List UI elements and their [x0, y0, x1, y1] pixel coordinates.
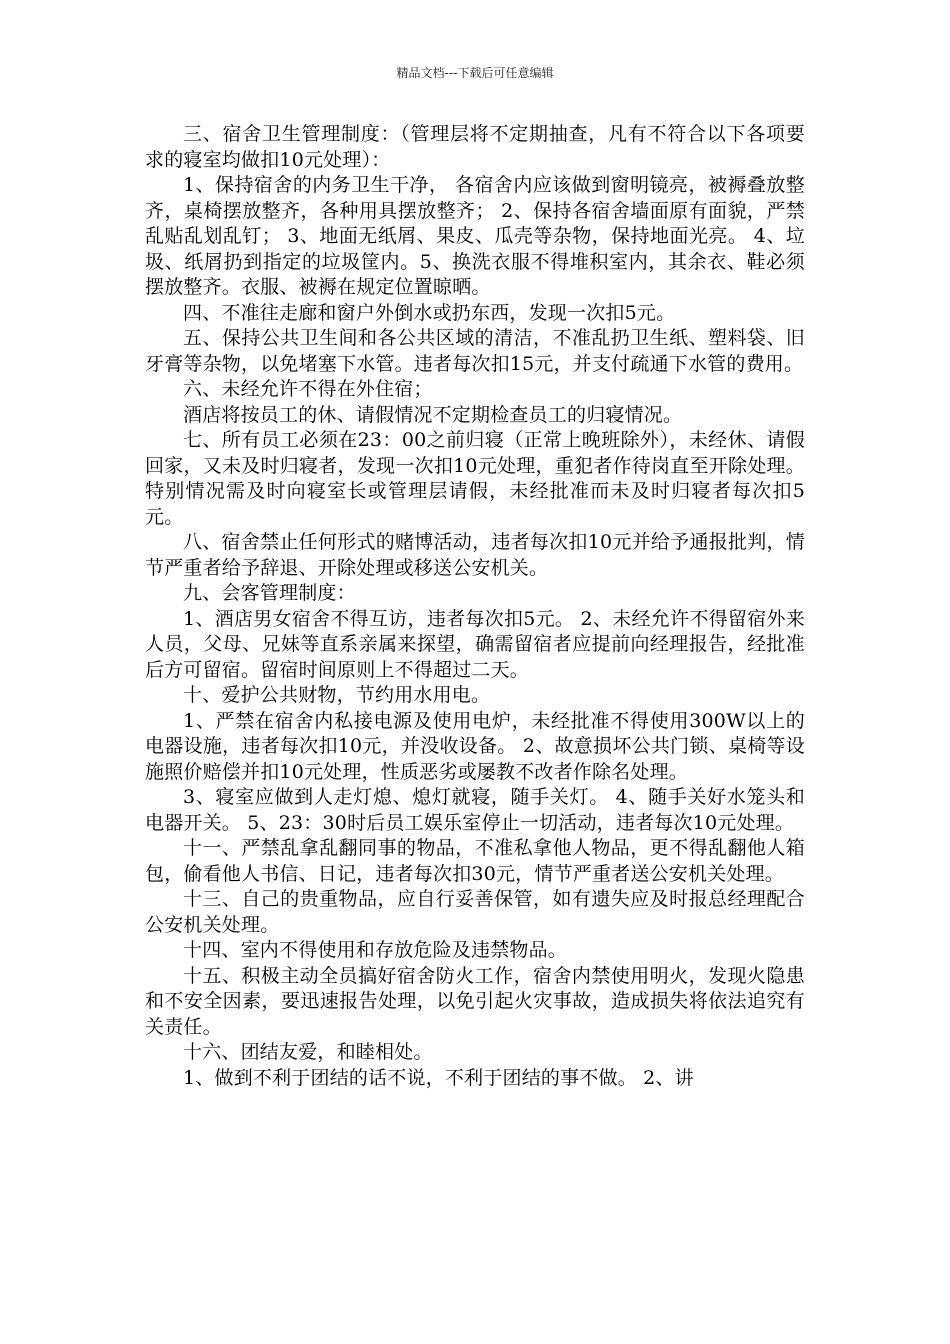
document-body [145, 122, 805, 1091]
paragraph-section-3-items: 1、保持宿舍的内务卫生干净， 各宿舍内应该做到窗明镜亮，被褥叠放整齐，桌椅摆放整齐，各种用具摆放整齐； 2、保持各宿舍墙面原有面貌，严禁乱贴乱划乱钉； 3、地面无纸屑、果皮、瓜壳等杂物，保持地面光亮。 4、垃圾、纸屑扔到指定的垃圾筐内。5、换洗衣服不得堆积室内，其余衣、鞋必须摆放整齐。衣服、被褥在规定位置晾晒。 [145, 174, 805, 298]
paragraph-section-13: 十三、自己的贵重物品，应自行妥善保管，如有遗失应及时报总经理配合公安机关处理。 [145, 888, 805, 936]
paragraph-section-5: 五、保持公共卫生间和各公共区域的清洁，不准乱扔卫生纸、塑料袋、旧牙膏等杂物，以免堵塞下水管。违者每次扣15元，并支付疏通下水管的费用。 [145, 327, 805, 375]
paragraph-section-7: 七、所有员工必须在23：00之前归寝（正常上晚班除外），未经休、请假回家，又未及时归寝者，发现一次扣10元处理，重犯者作待岗直至开除处理。特别情况需及时向寝室长或管理层请假，未经批准而未及时归寝者每次扣5元。 [145, 429, 805, 528]
paragraph-section-9-items: 1、酒店男女宿舍不得互访，违者每次扣5元。 2、未经允许不得留宿外来人员，父母、兄妹等直系亲属来探望，确需留宿者应提前向经理报告，经批准后方可留宿。留宿时间原则上不得超过二天。 [145, 607, 805, 681]
paragraph-section-14: 十四、室内不得使用和存放危险及违禁物品。 [183, 939, 568, 961]
paragraph-section-4: 四、不准往走廊和窗户外倒水或扔东西，发现一次扣5元。 [183, 301, 676, 324]
paragraph-section-8: 八、宿舍禁止任何形式的赌博活动，违者每次扣10元并给予通报批判，情节严重者给予辞退、开除处理或移送公安机关。 [145, 531, 805, 579]
paragraph-section-3: 三、宿舍卫生管理制度：（管理层将不定期抽查，凡有不符合以下各项要求的寝室均做扣10元处理）： [145, 123, 805, 171]
paragraph-section-10-items-1: 1、严禁在宿舍内私接电源及使用电炉，未经批准不得使用300W以上的电器设施，违者每次扣10元，并没收设备。 2、故意损坏公共门锁、桌椅等设施照价赔偿并扣10元处理，性质恶劣或屡教不改者作除名处理。 [145, 709, 805, 783]
page-header: 精品文档---下载后可任意编辑 [396, 66, 554, 80]
paragraph-section-16: 十六、团结友爱，和睦相处。 [183, 1041, 433, 1063]
paragraph-section-15: 十五、积极主动全员搞好宿舍防火工作，宿舍内禁使用明火，发现火隐患和不安全因素，要迅速报告处理，以免引起火灾事故，造成损失将依法追究有关责任。 [145, 964, 805, 1038]
paragraph-section-10-items-2: 3、寝室应做到人走灯熄、熄灯就寝，随手关灯。 4、随手关好水笼头和电器开关。 5、23：30时后员工娱乐室停止一切活动，违者每次10元处理。 [145, 786, 805, 834]
paragraph-section-9: 九、会客管理制度： [183, 582, 356, 604]
paragraph-section-6: 六、未经允许不得在外住宿； [183, 378, 433, 400]
paragraph-section-11: 十一、严禁乱拿乱翻同事的物品，不准私拿他人物品，更不得乱翻他人箱包，偷看他人书信、日记，违者每次扣30元，情节严重者送公安机关处理。 [145, 837, 805, 885]
paragraph-section-6-detail: 酒店将按员工的休、请假情况不定期检查员工的归寝情况。 [183, 403, 683, 426]
paragraph-section-10: 十、爱护公共财物，节约用水用电。 [183, 684, 491, 706]
paragraph-section-16-items: 1、做到不利于团结的话不说，不利于团结的事不做。 2、讲 [183, 1066, 694, 1089]
